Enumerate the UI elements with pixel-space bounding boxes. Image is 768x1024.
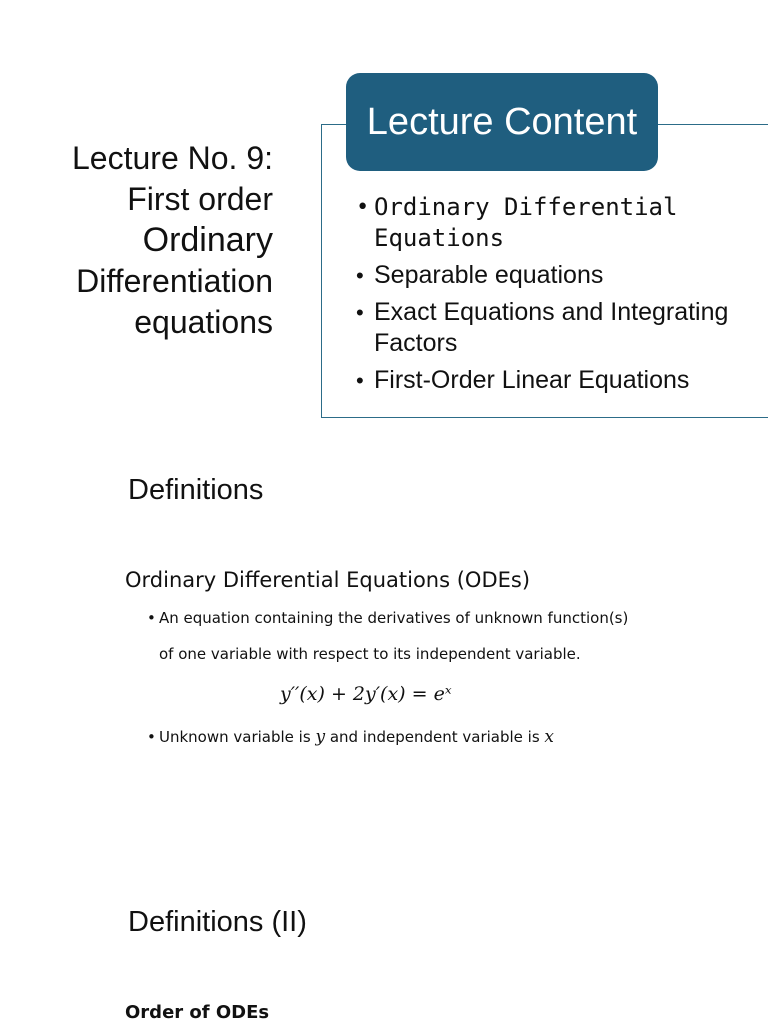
bullet-icon: • xyxy=(356,195,370,220)
bullet-icon: • xyxy=(147,728,156,746)
lecture-title xyxy=(30,138,273,343)
list-item: • Separable equations xyxy=(356,261,604,289)
ode-equation: y′′(x) + 2y′(x) = eˣ xyxy=(280,683,452,705)
title-line-2: First order xyxy=(127,181,273,217)
bullet-icon: • xyxy=(147,609,156,627)
bullet-line-1: • An equation containing the derivatives of unknown function(s) xyxy=(147,609,629,627)
bullet-icon: • xyxy=(356,263,364,288)
section-subtitle-order: Order of ODEs xyxy=(125,1002,270,1023)
lecture-content-header: Lecture Content xyxy=(346,73,658,171)
section-title-definitions-ii: Definitions (II) xyxy=(128,906,307,938)
lecture-content-list xyxy=(354,192,754,402)
list-item: • Exact Equations and Integrating Factors xyxy=(356,298,729,357)
title-line-5: equations xyxy=(134,304,273,340)
title-line-4: Differentiation xyxy=(76,263,273,299)
title-line-1: Lecture No. 9: xyxy=(72,140,273,176)
bullet-line-1-continued: of one variable with respect to its independent variable. xyxy=(159,645,581,663)
list-item: • First-Order Linear Equations xyxy=(356,366,690,394)
section-title-definitions: Definitions xyxy=(128,474,264,506)
list-item: • Ordinary Differential Equations xyxy=(356,193,678,252)
bullet-line-2: • Unknown variable is y and independent variable is x xyxy=(147,727,555,747)
bullet-icon: • xyxy=(356,368,364,393)
section-subtitle-odes: Ordinary Differential Equations (ODEs) xyxy=(125,568,531,592)
title-line-3: Ordinary xyxy=(142,221,273,259)
bullet-icon: • xyxy=(356,300,364,325)
